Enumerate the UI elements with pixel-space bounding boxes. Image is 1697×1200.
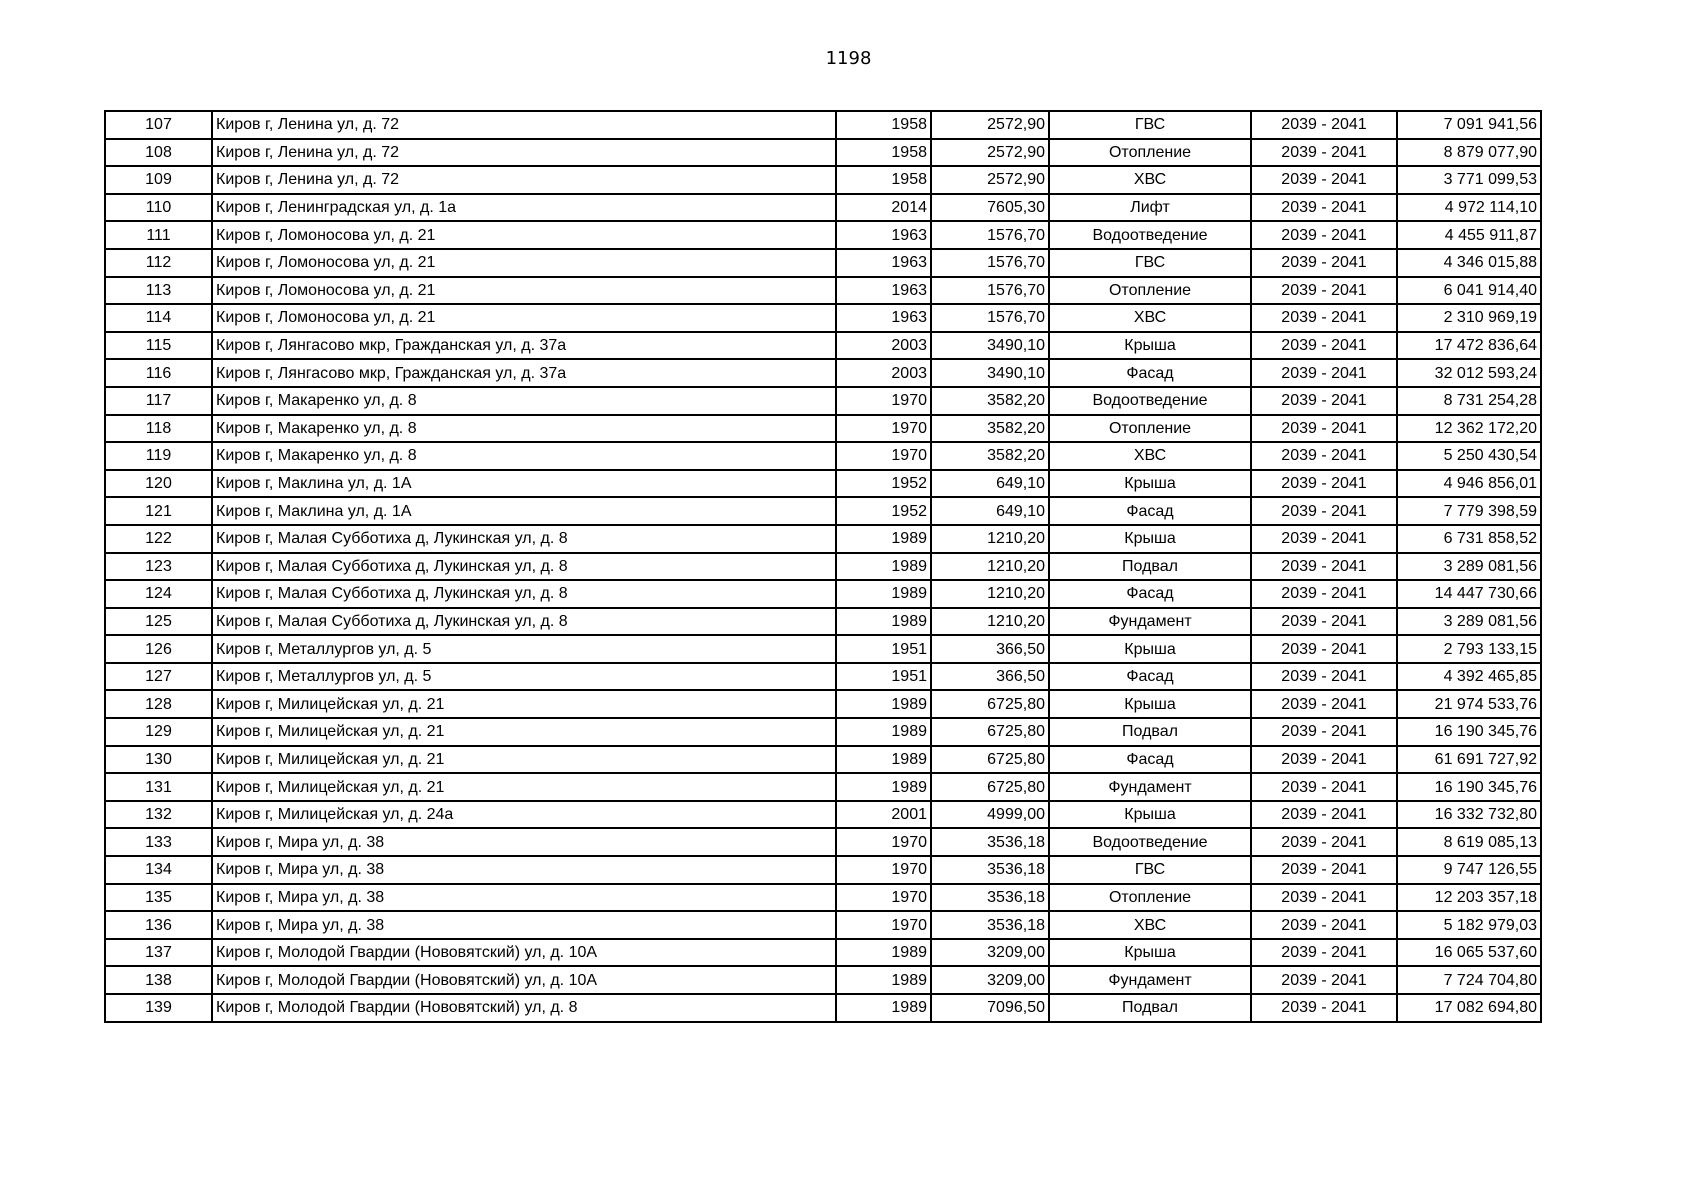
cost-cell: 6 731 858,52 bbox=[1397, 525, 1541, 553]
row-number-cell: 127 bbox=[105, 663, 212, 691]
year-built-cell: 1989 bbox=[836, 718, 931, 746]
year-built-cell: 1989 bbox=[836, 994, 931, 1022]
table-row bbox=[105, 166, 1541, 194]
period-cell: 2039 - 2041 bbox=[1251, 718, 1397, 746]
table-body bbox=[105, 111, 1541, 1022]
cost-cell: 4 346 015,88 bbox=[1397, 249, 1541, 277]
row-number-cell: 111 bbox=[105, 221, 212, 249]
row-number-cell: 132 bbox=[105, 801, 212, 829]
address-cell: Киров г, Ломоносова ул, д. 21 bbox=[212, 304, 836, 332]
row-number-cell: 122 bbox=[105, 525, 212, 553]
year-built-cell: 1963 bbox=[836, 277, 931, 305]
year-built-cell: 2003 bbox=[836, 359, 931, 387]
area-cell: 3536,18 bbox=[931, 856, 1049, 884]
row-number-cell: 120 bbox=[105, 470, 212, 498]
area-cell: 1210,20 bbox=[931, 608, 1049, 636]
period-cell: 2039 - 2041 bbox=[1251, 663, 1397, 691]
work-type-cell: Фундамент bbox=[1049, 773, 1251, 801]
row-number-cell: 134 bbox=[105, 856, 212, 884]
cost-cell: 7 091 941,56 bbox=[1397, 111, 1541, 139]
address-cell: Киров г, Металлургов ул, д. 5 bbox=[212, 635, 836, 663]
table-row bbox=[105, 718, 1541, 746]
cost-cell: 8 619 085,13 bbox=[1397, 828, 1541, 856]
table-row bbox=[105, 746, 1541, 774]
work-type-cell: Крыша bbox=[1049, 470, 1251, 498]
year-built-cell: 1963 bbox=[836, 221, 931, 249]
area-cell: 3209,00 bbox=[931, 966, 1049, 994]
page-number: 1198 bbox=[825, 48, 872, 69]
year-built-cell: 1970 bbox=[836, 387, 931, 415]
row-number-cell: 124 bbox=[105, 580, 212, 608]
cost-cell: 16 190 345,76 bbox=[1397, 773, 1541, 801]
cost-cell: 4 455 911,87 bbox=[1397, 221, 1541, 249]
period-cell: 2039 - 2041 bbox=[1251, 139, 1397, 167]
address-cell: Киров г, Ленинградская ул, д. 1а bbox=[212, 194, 836, 222]
cost-cell: 17 082 694,80 bbox=[1397, 994, 1541, 1022]
work-type-cell: ХВС bbox=[1049, 166, 1251, 194]
year-built-cell: 1989 bbox=[836, 553, 931, 581]
cost-cell: 4 972 114,10 bbox=[1397, 194, 1541, 222]
row-number-cell: 107 bbox=[105, 111, 212, 139]
work-type-cell: ГВС bbox=[1049, 111, 1251, 139]
table-row bbox=[105, 856, 1541, 884]
address-cell: Киров г, Малая Субботиха д, Лукинская ул, д. 8 bbox=[212, 608, 836, 636]
cost-cell: 7 724 704,80 bbox=[1397, 966, 1541, 994]
area-cell: 366,50 bbox=[931, 635, 1049, 663]
address-cell: Киров г, Металлургов ул, д. 5 bbox=[212, 663, 836, 691]
year-built-cell: 1989 bbox=[836, 746, 931, 774]
period-cell: 2039 - 2041 bbox=[1251, 166, 1397, 194]
area-cell: 2572,90 bbox=[931, 139, 1049, 167]
table-row bbox=[105, 304, 1541, 332]
period-cell: 2039 - 2041 bbox=[1251, 553, 1397, 581]
period-cell: 2039 - 2041 bbox=[1251, 580, 1397, 608]
period-cell: 2039 - 2041 bbox=[1251, 304, 1397, 332]
row-number-cell: 109 bbox=[105, 166, 212, 194]
address-cell: Киров г, Молодой Гвардии (Нововятский) ул, д. 10А bbox=[212, 939, 836, 967]
row-number-cell: 129 bbox=[105, 718, 212, 746]
row-number-cell: 131 bbox=[105, 773, 212, 801]
area-cell: 3582,20 bbox=[931, 415, 1049, 443]
table-row bbox=[105, 525, 1541, 553]
address-cell: Киров г, Ломоносова ул, д. 21 bbox=[212, 249, 836, 277]
row-number-cell: 137 bbox=[105, 939, 212, 967]
address-cell: Киров г, Лянгасово мкр, Гражданская ул, д. 37а bbox=[212, 332, 836, 360]
address-cell: Киров г, Милицейская ул, д. 21 bbox=[212, 718, 836, 746]
table-row bbox=[105, 994, 1541, 1022]
cost-cell: 16 065 537,60 bbox=[1397, 939, 1541, 967]
period-cell: 2039 - 2041 bbox=[1251, 746, 1397, 774]
period-cell: 2039 - 2041 bbox=[1251, 277, 1397, 305]
year-built-cell: 2001 bbox=[836, 801, 931, 829]
table-row bbox=[105, 801, 1541, 829]
work-type-cell: Подвал bbox=[1049, 994, 1251, 1022]
address-cell: Киров г, Макаренко ул, д. 8 bbox=[212, 415, 836, 443]
cost-cell: 6 041 914,40 bbox=[1397, 277, 1541, 305]
table-row bbox=[105, 194, 1541, 222]
address-cell: Киров г, Мира ул, д. 38 bbox=[212, 884, 836, 912]
row-number-cell: 116 bbox=[105, 359, 212, 387]
table-row bbox=[105, 387, 1541, 415]
area-cell: 1576,70 bbox=[931, 221, 1049, 249]
area-cell: 6725,80 bbox=[931, 718, 1049, 746]
year-built-cell: 2014 bbox=[836, 194, 931, 222]
row-number-cell: 128 bbox=[105, 690, 212, 718]
area-cell: 1576,70 bbox=[931, 249, 1049, 277]
year-built-cell: 1989 bbox=[836, 690, 931, 718]
table-row bbox=[105, 773, 1541, 801]
address-cell: Киров г, Ломоносова ул, д. 21 bbox=[212, 277, 836, 305]
year-built-cell: 1970 bbox=[836, 442, 931, 470]
row-number-cell: 108 bbox=[105, 139, 212, 167]
table-row bbox=[105, 442, 1541, 470]
period-cell: 2039 - 2041 bbox=[1251, 415, 1397, 443]
cost-cell: 7 779 398,59 bbox=[1397, 497, 1541, 525]
address-cell: Киров г, Малая Субботиха д, Лукинская ул, д. 8 bbox=[212, 553, 836, 581]
row-number-cell: 133 bbox=[105, 828, 212, 856]
area-cell: 3536,18 bbox=[931, 884, 1049, 912]
work-type-cell: Отопление bbox=[1049, 884, 1251, 912]
row-number-cell: 115 bbox=[105, 332, 212, 360]
row-number-cell: 123 bbox=[105, 553, 212, 581]
work-type-cell: Фундамент bbox=[1049, 608, 1251, 636]
year-built-cell: 1989 bbox=[836, 608, 931, 636]
address-cell: Киров г, Маклина ул, д. 1А bbox=[212, 497, 836, 525]
area-cell: 7096,50 bbox=[931, 994, 1049, 1022]
row-number-cell: 110 bbox=[105, 194, 212, 222]
work-type-cell: Фасад bbox=[1049, 580, 1251, 608]
work-type-cell: ХВС bbox=[1049, 911, 1251, 939]
row-number-cell: 117 bbox=[105, 387, 212, 415]
table-row bbox=[105, 277, 1541, 305]
year-built-cell: 1989 bbox=[836, 580, 931, 608]
year-built-cell: 2003 bbox=[836, 332, 931, 360]
work-type-cell: Водоотведение bbox=[1049, 828, 1251, 856]
work-type-cell: Крыша bbox=[1049, 332, 1251, 360]
area-cell: 3582,20 bbox=[931, 442, 1049, 470]
year-built-cell: 1970 bbox=[836, 911, 931, 939]
cost-cell: 21 974 533,76 bbox=[1397, 690, 1541, 718]
table-row bbox=[105, 828, 1541, 856]
table-row bbox=[105, 635, 1541, 663]
work-type-cell: Отопление bbox=[1049, 139, 1251, 167]
period-cell: 2039 - 2041 bbox=[1251, 470, 1397, 498]
year-built-cell: 1989 bbox=[836, 966, 931, 994]
work-type-cell: ГВС bbox=[1049, 249, 1251, 277]
row-number-cell: 121 bbox=[105, 497, 212, 525]
period-cell: 2039 - 2041 bbox=[1251, 939, 1397, 967]
address-cell: Киров г, Лянгасово мкр, Гражданская ул, д. 37а bbox=[212, 359, 836, 387]
address-cell: Киров г, Макаренко ул, д. 8 bbox=[212, 387, 836, 415]
cost-cell: 12 203 357,18 bbox=[1397, 884, 1541, 912]
row-number-cell: 139 bbox=[105, 994, 212, 1022]
work-type-cell: Подвал bbox=[1049, 718, 1251, 746]
work-type-cell: Фасад bbox=[1049, 497, 1251, 525]
row-number-cell: 113 bbox=[105, 277, 212, 305]
address-cell: Киров г, Мира ул, д. 38 bbox=[212, 828, 836, 856]
work-type-cell: Подвал bbox=[1049, 553, 1251, 581]
address-cell: Киров г, Милицейская ул, д. 21 bbox=[212, 773, 836, 801]
year-built-cell: 1958 bbox=[836, 139, 931, 167]
table-row bbox=[105, 139, 1541, 167]
period-cell: 2039 - 2041 bbox=[1251, 608, 1397, 636]
area-cell: 2572,90 bbox=[931, 166, 1049, 194]
cost-cell: 9 747 126,55 bbox=[1397, 856, 1541, 884]
table-row bbox=[105, 608, 1541, 636]
period-cell: 2039 - 2041 bbox=[1251, 111, 1397, 139]
address-cell: Киров г, Мира ул, д. 38 bbox=[212, 911, 836, 939]
cost-cell: 2 793 133,15 bbox=[1397, 635, 1541, 663]
period-cell: 2039 - 2041 bbox=[1251, 194, 1397, 222]
period-cell: 2039 - 2041 bbox=[1251, 911, 1397, 939]
year-built-cell: 1963 bbox=[836, 249, 931, 277]
cost-cell: 2 310 969,19 bbox=[1397, 304, 1541, 332]
address-cell: Киров г, Ленина ул, д. 72 bbox=[212, 139, 836, 167]
area-cell: 3536,18 bbox=[931, 911, 1049, 939]
area-cell: 3536,18 bbox=[931, 828, 1049, 856]
work-type-cell: Крыша bbox=[1049, 801, 1251, 829]
area-cell: 1210,20 bbox=[931, 553, 1049, 581]
area-cell: 3582,20 bbox=[931, 387, 1049, 415]
row-number-cell: 135 bbox=[105, 884, 212, 912]
table-row bbox=[105, 111, 1541, 139]
cost-cell: 8 731 254,28 bbox=[1397, 387, 1541, 415]
work-type-cell: Отопление bbox=[1049, 415, 1251, 443]
period-cell: 2039 - 2041 bbox=[1251, 221, 1397, 249]
area-cell: 6725,80 bbox=[931, 690, 1049, 718]
work-type-cell: Водоотведение bbox=[1049, 387, 1251, 415]
period-cell: 2039 - 2041 bbox=[1251, 359, 1397, 387]
area-cell: 6725,80 bbox=[931, 773, 1049, 801]
period-cell: 2039 - 2041 bbox=[1251, 497, 1397, 525]
period-cell: 2039 - 2041 bbox=[1251, 442, 1397, 470]
year-built-cell: 1989 bbox=[836, 939, 931, 967]
period-cell: 2039 - 2041 bbox=[1251, 801, 1397, 829]
cost-cell: 5 182 979,03 bbox=[1397, 911, 1541, 939]
row-number-cell: 138 bbox=[105, 966, 212, 994]
area-cell: 6725,80 bbox=[931, 746, 1049, 774]
year-built-cell: 1958 bbox=[836, 166, 931, 194]
table-row bbox=[105, 332, 1541, 360]
work-type-cell: Отопление bbox=[1049, 277, 1251, 305]
address-cell: Киров г, Ленина ул, д. 72 bbox=[212, 166, 836, 194]
cost-cell: 4 946 856,01 bbox=[1397, 470, 1541, 498]
year-built-cell: 1970 bbox=[836, 884, 931, 912]
work-type-cell: Фундамент bbox=[1049, 966, 1251, 994]
table-row bbox=[105, 939, 1541, 967]
period-cell: 2039 - 2041 bbox=[1251, 387, 1397, 415]
table-row bbox=[105, 553, 1541, 581]
area-cell: 3490,10 bbox=[931, 359, 1049, 387]
cost-cell: 3 771 099,53 bbox=[1397, 166, 1541, 194]
work-type-cell: Фасад bbox=[1049, 663, 1251, 691]
work-type-cell: Лифт bbox=[1049, 194, 1251, 222]
period-cell: 2039 - 2041 bbox=[1251, 525, 1397, 553]
cost-cell: 8 879 077,90 bbox=[1397, 139, 1541, 167]
period-cell: 2039 - 2041 bbox=[1251, 249, 1397, 277]
address-cell: Киров г, Молодой Гвардии (Нововятский) ул, д. 8 bbox=[212, 994, 836, 1022]
year-built-cell: 1989 bbox=[836, 525, 931, 553]
table-row bbox=[105, 221, 1541, 249]
row-number-cell: 114 bbox=[105, 304, 212, 332]
work-type-cell: Крыша bbox=[1049, 939, 1251, 967]
repair-schedule-table bbox=[104, 110, 1542, 1023]
year-built-cell: 1970 bbox=[836, 828, 931, 856]
address-cell: Киров г, Маклина ул, д. 1А bbox=[212, 470, 836, 498]
period-cell: 2039 - 2041 bbox=[1251, 332, 1397, 360]
row-number-cell: 125 bbox=[105, 608, 212, 636]
cost-cell: 12 362 172,20 bbox=[1397, 415, 1541, 443]
table-row bbox=[105, 911, 1541, 939]
row-number-cell: 136 bbox=[105, 911, 212, 939]
cost-cell: 32 012 593,24 bbox=[1397, 359, 1541, 387]
period-cell: 2039 - 2041 bbox=[1251, 690, 1397, 718]
work-type-cell: Фасад bbox=[1049, 359, 1251, 387]
cost-cell: 17 472 836,64 bbox=[1397, 332, 1541, 360]
work-type-cell: Водоотведение bbox=[1049, 221, 1251, 249]
area-cell: 1576,70 bbox=[931, 304, 1049, 332]
work-type-cell: Фасад bbox=[1049, 746, 1251, 774]
table-row bbox=[105, 663, 1541, 691]
year-built-cell: 1952 bbox=[836, 470, 931, 498]
year-built-cell: 1951 bbox=[836, 635, 931, 663]
year-built-cell: 1989 bbox=[836, 773, 931, 801]
address-cell: Киров г, Милицейская ул, д. 21 bbox=[212, 690, 836, 718]
work-type-cell: Крыша bbox=[1049, 635, 1251, 663]
table-row bbox=[105, 470, 1541, 498]
area-cell: 1210,20 bbox=[931, 525, 1049, 553]
period-cell: 2039 - 2041 bbox=[1251, 884, 1397, 912]
area-cell: 7605,30 bbox=[931, 194, 1049, 222]
table-row bbox=[105, 690, 1541, 718]
period-cell: 2039 - 2041 bbox=[1251, 773, 1397, 801]
cost-cell: 5 250 430,54 bbox=[1397, 442, 1541, 470]
area-cell: 1576,70 bbox=[931, 277, 1049, 305]
table-row bbox=[105, 359, 1541, 387]
area-cell: 3209,00 bbox=[931, 939, 1049, 967]
cost-cell: 3 289 081,56 bbox=[1397, 553, 1541, 581]
work-type-cell: ГВС bbox=[1049, 856, 1251, 884]
area-cell: 366,50 bbox=[931, 663, 1049, 691]
address-cell: Киров г, Молодой Гвардии (Нововятский) ул, д. 10А bbox=[212, 966, 836, 994]
period-cell: 2039 - 2041 bbox=[1251, 635, 1397, 663]
row-number-cell: 112 bbox=[105, 249, 212, 277]
cost-cell: 61 691 727,92 bbox=[1397, 746, 1541, 774]
area-cell: 3490,10 bbox=[931, 332, 1049, 360]
period-cell: 2039 - 2041 bbox=[1251, 856, 1397, 884]
row-number-cell: 130 bbox=[105, 746, 212, 774]
year-built-cell: 1963 bbox=[836, 304, 931, 332]
cost-cell: 3 289 081,56 bbox=[1397, 608, 1541, 636]
cost-cell: 16 332 732,80 bbox=[1397, 801, 1541, 829]
cost-cell: 16 190 345,76 bbox=[1397, 718, 1541, 746]
table-row bbox=[105, 966, 1541, 994]
area-cell: 4999,00 bbox=[931, 801, 1049, 829]
work-type-cell: Крыша bbox=[1049, 690, 1251, 718]
work-type-cell: ХВС bbox=[1049, 442, 1251, 470]
address-cell: Киров г, Милицейская ул, д. 24а bbox=[212, 801, 836, 829]
period-cell: 2039 - 2041 bbox=[1251, 966, 1397, 994]
table-row bbox=[105, 249, 1541, 277]
row-number-cell: 119 bbox=[105, 442, 212, 470]
year-built-cell: 1951 bbox=[836, 663, 931, 691]
period-cell: 2039 - 2041 bbox=[1251, 994, 1397, 1022]
year-built-cell: 1970 bbox=[836, 856, 931, 884]
cost-cell: 4 392 465,85 bbox=[1397, 663, 1541, 691]
address-cell: Киров г, Макаренко ул, д. 8 bbox=[212, 442, 836, 470]
year-built-cell: 1958 bbox=[836, 111, 931, 139]
year-built-cell: 1952 bbox=[836, 497, 931, 525]
address-cell: Киров г, Ломоносова ул, д. 21 bbox=[212, 221, 836, 249]
area-cell: 1210,20 bbox=[931, 580, 1049, 608]
table-row bbox=[105, 415, 1541, 443]
work-type-cell: Крыша bbox=[1049, 525, 1251, 553]
area-cell: 649,10 bbox=[931, 470, 1049, 498]
row-number-cell: 126 bbox=[105, 635, 212, 663]
address-cell: Киров г, Ленина ул, д. 72 bbox=[212, 111, 836, 139]
period-cell: 2039 - 2041 bbox=[1251, 828, 1397, 856]
row-number-cell: 118 bbox=[105, 415, 212, 443]
table-row bbox=[105, 884, 1541, 912]
address-cell: Киров г, Милицейская ул, д. 21 bbox=[212, 746, 836, 774]
area-cell: 2572,90 bbox=[931, 111, 1049, 139]
address-cell: Киров г, Мира ул, д. 38 bbox=[212, 856, 836, 884]
year-built-cell: 1970 bbox=[836, 415, 931, 443]
cost-cell: 14 447 730,66 bbox=[1397, 580, 1541, 608]
area-cell: 649,10 bbox=[931, 497, 1049, 525]
work-type-cell: ХВС bbox=[1049, 304, 1251, 332]
address-cell: Киров г, Малая Субботиха д, Лукинская ул, д. 8 bbox=[212, 580, 836, 608]
table-row bbox=[105, 497, 1541, 525]
table-row bbox=[105, 580, 1541, 608]
address-cell: Киров г, Малая Субботиха д, Лукинская ул, д. 8 bbox=[212, 525, 836, 553]
